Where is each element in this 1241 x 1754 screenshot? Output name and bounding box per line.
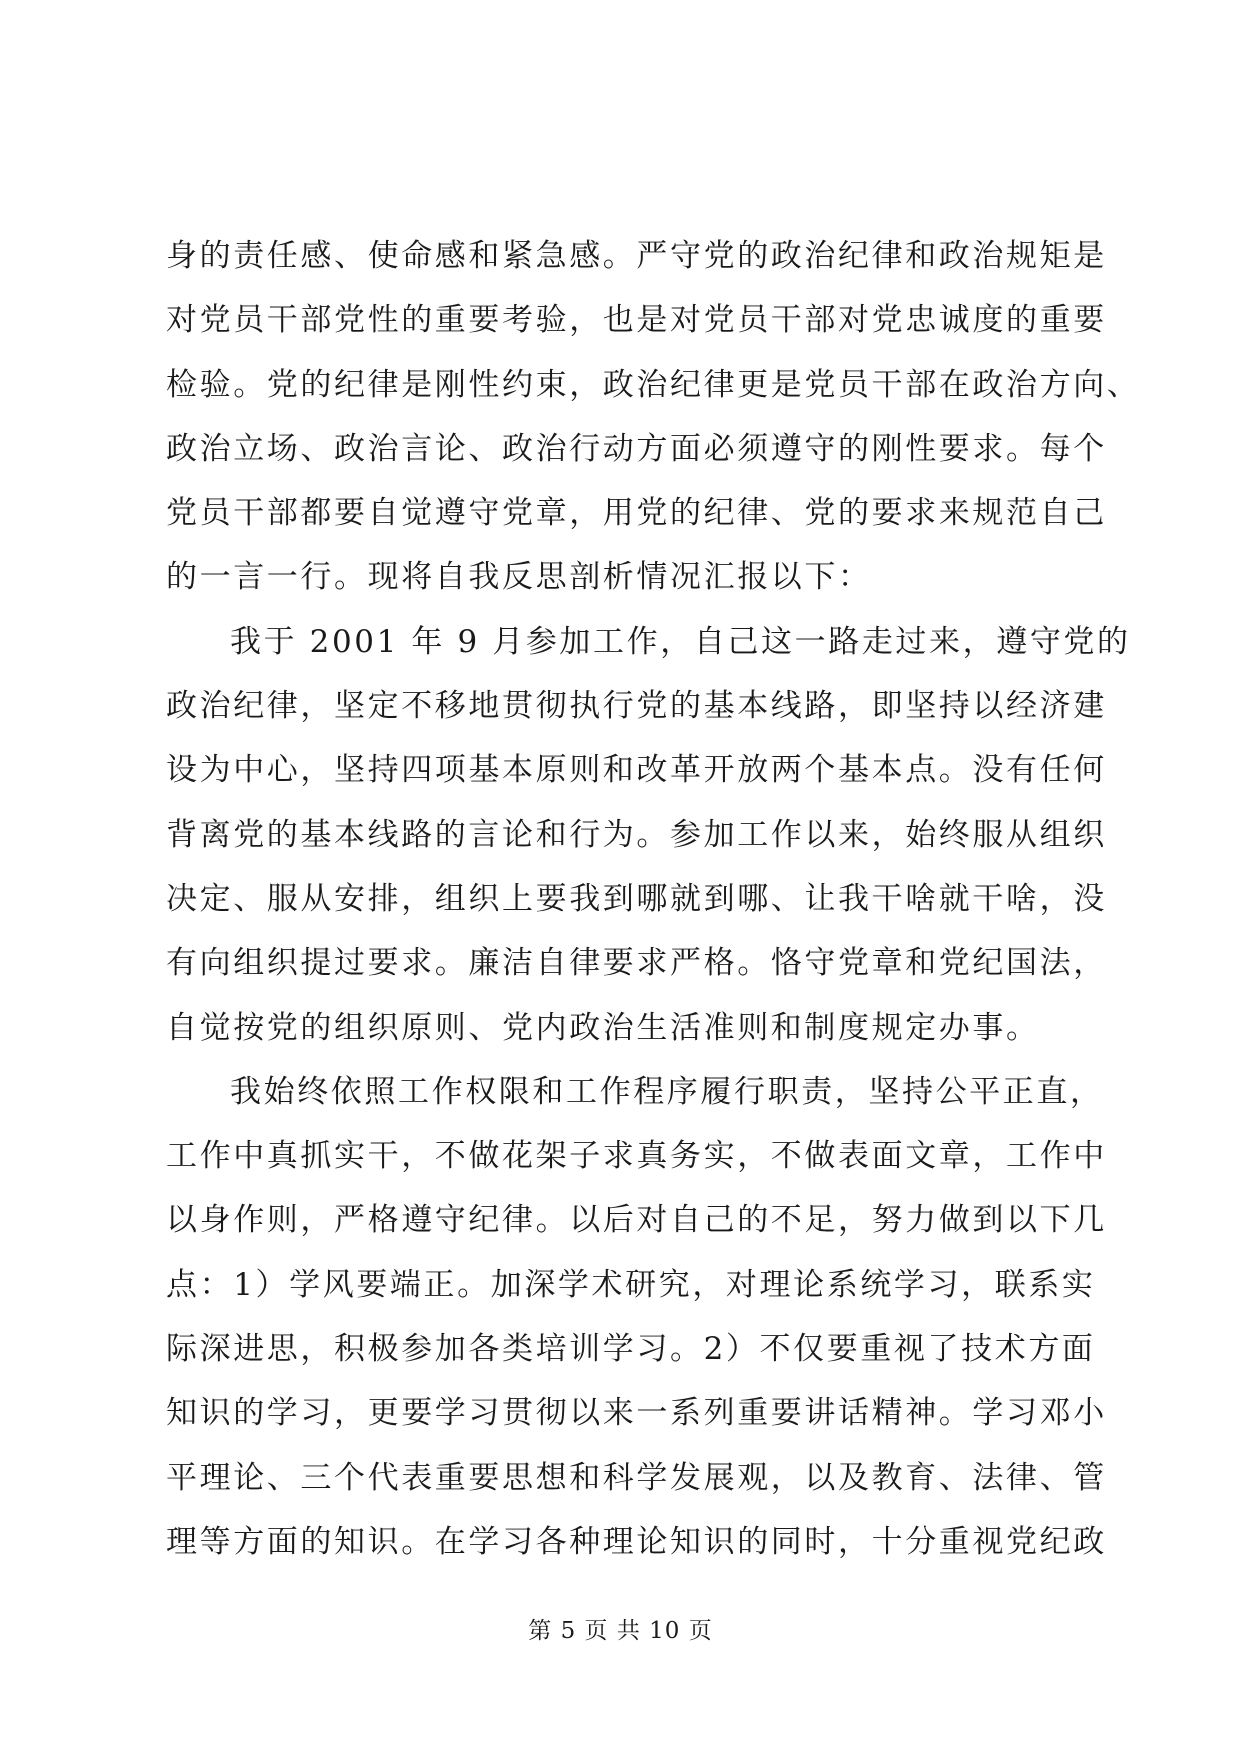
text-line: 理等方面的知识。在学习各种理论知识的同时，十分重视党纪政 [166, 1523, 1107, 1560]
text-line: 背离党的基本线路的言论和行为。参加工作以来，始终服从组织 [166, 816, 1107, 853]
text-line: 我始终依照工作权限和工作程序履行职责，坚持公平正直， [230, 1073, 1104, 1110]
text-line: 决定、服从安排，组织上要我到哪就到哪、让我干啥就干啥，没 [166, 880, 1107, 917]
text-line: 检验。党的纪律是刚性约束，政治纪律更是党员干部在政治方向、 [166, 366, 1141, 403]
text-line: 以身作则，严格遵守纪律。以后对自己的不足，努力做到以下几 [166, 1202, 1107, 1239]
text-line: 政治纪律，坚定不移地贯彻执行党的基本线路，即坚持以经济建 [166, 688, 1107, 725]
text-line: 点：1）学风要端正。加深学术研究，对理论系统学习，联系实 [166, 1266, 1096, 1303]
text-line: 知识的学习，更要学习贯彻以来一系列重要讲话精神。学习邓小 [166, 1395, 1107, 1432]
page-footer: 第 5 页 共 10 页 [528, 1618, 713, 1644]
text-line: 工作中真抓实干，不做花架子求真务实，不做表面文章，工作中 [166, 1138, 1107, 1175]
text-line: 党员干部都要自觉遵守党章，用党的纪律、党的要求来规范自己 [166, 495, 1107, 532]
text-line: 我于 2001 年 9 月参加工作，自己这一路走过来，遵守党的 [230, 623, 1131, 660]
text-line: 自觉按党的组织原则、党内政治生活准则和制度规定办事。 [166, 1009, 1040, 1046]
text-line: 有向组织提过要求。廉洁自律要求严格。恪守党章和党纪国法， [166, 945, 1107, 982]
text-line: 政治立场、政治言论、政治行动方面必须遵守的刚性要求。每个 [166, 430, 1107, 467]
text-line: 对党员干部党性的重要考验，也是对党员干部对党忠诚度的重要 [166, 302, 1107, 339]
text-line: 际深进思，积极参加各类培训学习。2）不仅要重视了技术方面 [166, 1331, 1096, 1368]
text-line: 身的责任感、使命感和紧急感。严守党的政治纪律和政治规矩是 [166, 238, 1107, 274]
text-line: 的一言一行。现将自我反思剖析情况汇报以下： [166, 559, 872, 596]
body-text [166, 224, 1141, 1574]
text-line: 设为中心，坚持四项基本原则和改革开放两个基本点。没有任何 [166, 752, 1107, 789]
text-line: 平理论、三个代表重要思想和科学发展观，以及教育、法律、管 [166, 1459, 1107, 1496]
